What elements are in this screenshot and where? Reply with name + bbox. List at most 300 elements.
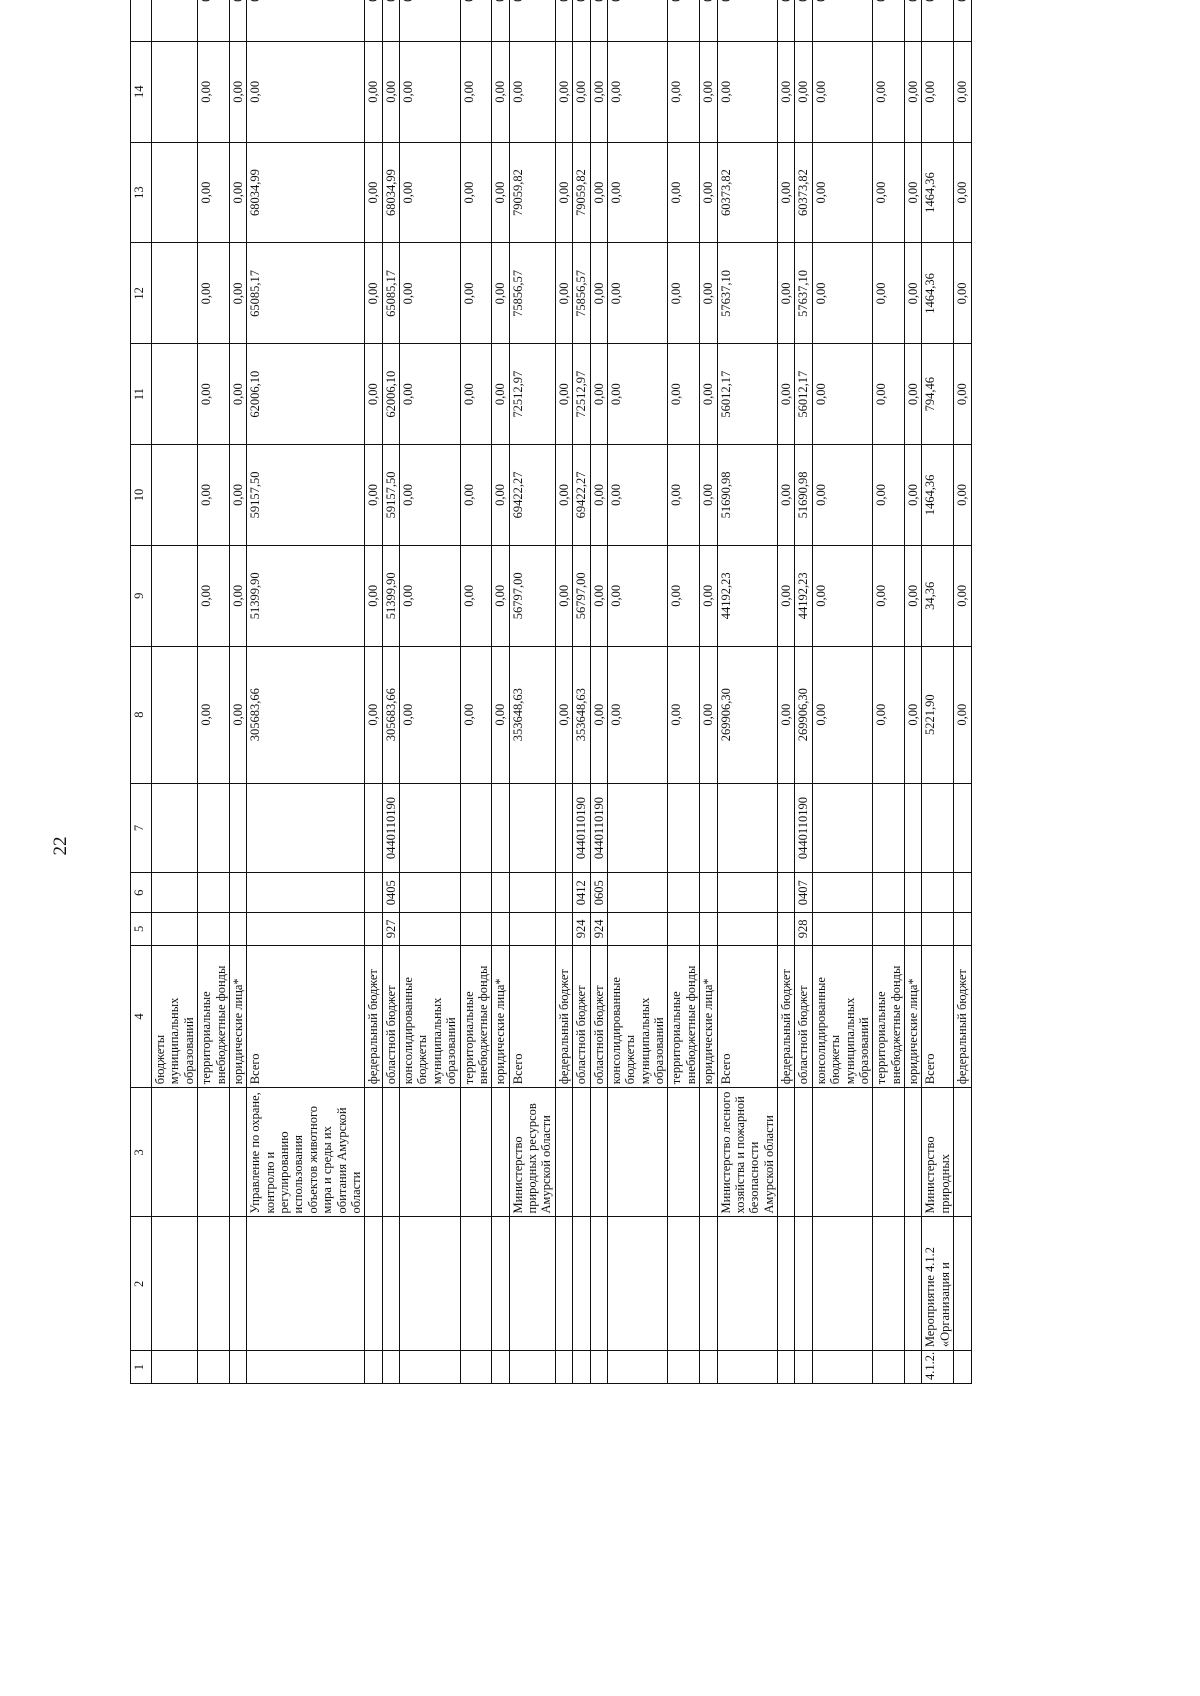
amount-cell: 79059,82 [573, 142, 590, 243]
funding-source: территориальные внебюджетные фонды [460, 945, 492, 1087]
amount-cell [152, 243, 198, 344]
amount-cell: 0,00 [492, 243, 509, 344]
column-header: 5 [131, 912, 152, 945]
table-row [668, 0, 700, 1384]
amount-cell [590, 0, 607, 41]
amount-cell: 0,00 [365, 545, 382, 646]
code-target [668, 783, 700, 873]
amount-cell [812, 0, 873, 41]
executor [905, 1088, 922, 1217]
executor [400, 1088, 461, 1217]
amount-cell: 0,00 [954, 142, 971, 243]
amount-cell: 0,00 [812, 445, 873, 546]
code-target: 0440110190 [590, 783, 607, 873]
amount-cell: 0,00 [198, 344, 230, 445]
amount-cell: 0,00 [905, 243, 922, 344]
amount-cell: 0,00 [555, 142, 572, 243]
amount-cell: 0,00 [905, 142, 922, 243]
amount-cell: 0,00 [668, 142, 700, 243]
amount-cell: 0,00 [365, 243, 382, 344]
amount-cell: 0,00 [590, 41, 607, 142]
funding-source: консолидированные бюджеты муниципальных образований [812, 945, 873, 1087]
executor [492, 1088, 509, 1217]
amount-cell: 0,00 [700, 646, 717, 783]
table-row [509, 0, 555, 1384]
row-number [607, 1351, 668, 1384]
amount-cell: 0,00 [400, 545, 461, 646]
code-grbs [873, 912, 905, 945]
amount-cell: 0,00 [555, 445, 572, 546]
code-grbs: 928 [795, 912, 812, 945]
funding-source: Всего [247, 945, 365, 1087]
amount-cell: 0,00 [812, 142, 873, 243]
code-grbs [954, 912, 971, 945]
amount-cell [152, 344, 198, 445]
code-section [555, 873, 572, 912]
code-target [700, 783, 717, 873]
amount-cell: 79059,82 [509, 142, 555, 243]
amount-cell: 5221,90 [922, 646, 954, 783]
amount-cell: 353648,63 [573, 646, 590, 783]
amount-cell: 0,00 [700, 142, 717, 243]
code-section [229, 873, 246, 912]
code-section [778, 873, 795, 912]
executor [700, 1088, 717, 1217]
table-row [700, 0, 717, 1384]
amount-cell: 0,00 [247, 41, 365, 142]
amount-cell: 0,00 [509, 41, 555, 142]
executor [198, 1088, 230, 1217]
code-target [954, 783, 971, 873]
amount-cell: 305683,66 [382, 646, 399, 783]
amount-cell: 75856,57 [509, 243, 555, 344]
amount-cell: 72512,97 [509, 344, 555, 445]
amount-cell: 0,00 [717, 41, 778, 142]
table-row [954, 0, 971, 1384]
row-number [668, 1351, 700, 1384]
column-header: 2 [131, 1217, 152, 1351]
amount-cell: 59157,50 [247, 445, 365, 546]
table-body [152, 0, 972, 1384]
code-grbs [905, 912, 922, 945]
column-header: 3 [131, 1088, 152, 1217]
amount-cell: 0,00 [365, 41, 382, 142]
amount-cell: 69422,27 [509, 445, 555, 546]
code-target [905, 783, 922, 873]
amount-cell [152, 646, 198, 783]
amount-cell: 0,00 [778, 445, 795, 546]
table-row [812, 0, 873, 1384]
amount-cell [400, 0, 461, 41]
funding-source: юридические лица* [905, 945, 922, 1087]
row-number [590, 1351, 607, 1384]
amount-cell: 305683,66 [247, 646, 365, 783]
amount-cell: 59157,50 [382, 445, 399, 546]
amount-cell: 0,00 [229, 41, 246, 142]
amount-cell: 51399,90 [382, 545, 399, 646]
amount-cell: 0,00 [607, 646, 668, 783]
column-header: 4 [131, 945, 152, 1087]
amount-cell: 1464,36 [922, 142, 954, 243]
code-grbs: 924 [590, 912, 607, 945]
code-grbs: 927 [382, 912, 399, 945]
amount-cell: 44192,23 [717, 545, 778, 646]
amount-cell: 0,00 [590, 646, 607, 783]
amount-cell [555, 0, 572, 41]
code-section [812, 873, 873, 912]
funding-source: бюджеты муниципальных образований [152, 945, 198, 1087]
table-row [555, 0, 572, 1384]
column-header: 10 [131, 445, 152, 546]
funding-source: юридические лица* [229, 945, 246, 1087]
funding-source: Всего [509, 945, 555, 1087]
code-grbs [700, 912, 717, 945]
amount-cell [382, 0, 399, 41]
amount-cell [922, 0, 954, 41]
amount-cell [198, 0, 230, 41]
amount-cell: 0,00 [905, 545, 922, 646]
row-number [229, 1351, 246, 1384]
row-number: 4.1.2. [922, 1351, 954, 1384]
amount-cell: 0,00 [555, 344, 572, 445]
funding-source: федеральный бюджет [778, 945, 795, 1087]
table-row [198, 0, 230, 1384]
amount-cell: 0,00 [460, 243, 492, 344]
amount-cell: 0,00 [229, 545, 246, 646]
amount-cell: 0,00 [607, 545, 668, 646]
code-target [400, 783, 461, 873]
amount-cell: 0,00 [365, 445, 382, 546]
amount-cell: 0,00 [198, 445, 230, 546]
table-row [905, 0, 922, 1384]
funding-source: федеральный бюджет [954, 945, 971, 1087]
amount-cell [573, 0, 590, 41]
code-target [229, 783, 246, 873]
code-grbs [778, 912, 795, 945]
row-number [382, 1351, 399, 1384]
measure-name [198, 1217, 230, 1351]
code-target [607, 783, 668, 873]
measure-name [905, 1217, 922, 1351]
amount-cell: 0,00 [873, 243, 905, 344]
column-header: 7 [131, 783, 152, 873]
measure-name [229, 1217, 246, 1351]
amount-cell: 353648,63 [509, 646, 555, 783]
rotated-table-container [130, 0, 1070, 1384]
amount-cell: 0,00 [460, 545, 492, 646]
amount-cell: 65085,17 [247, 243, 365, 344]
measure-name [590, 1217, 607, 1351]
code-section: 0407 [795, 873, 812, 912]
amount-cell: 75856,57 [573, 243, 590, 344]
funding-source: консолидированные бюджеты муниципальных образований [400, 945, 461, 1087]
table-row [229, 0, 246, 1384]
funding-source: территориальные внебюджетные фонды [668, 945, 700, 1087]
amount-cell [668, 0, 700, 41]
amount-cell: 0,00 [460, 344, 492, 445]
column-header: 6 [131, 873, 152, 912]
executor: Управление по охране, контролю и регулированию использования объектов животного мира и среды их обитания Амурской области [247, 1088, 365, 1217]
code-grbs [460, 912, 492, 945]
amount-cell [905, 0, 922, 41]
funding-source: территориальные внебюджетные фонды [198, 945, 230, 1087]
code-section: 0412 [573, 873, 590, 912]
amount-cell: 0,00 [400, 243, 461, 344]
table-row [778, 0, 795, 1384]
amount-cell: 1464,36 [922, 445, 954, 546]
amount-cell: 62006,10 [382, 344, 399, 445]
amount-cell: 0,00 [954, 646, 971, 783]
amount-cell: 0,00 [555, 41, 572, 142]
amount-cell: 0,00 [555, 646, 572, 783]
amount-cell: 0,00 [873, 41, 905, 142]
measure-name [400, 1217, 461, 1351]
amount-cell: 69422,27 [573, 445, 590, 546]
amount-cell: 794,46 [922, 344, 954, 445]
code-section [700, 873, 717, 912]
code-section [717, 873, 778, 912]
row-number [555, 1351, 572, 1384]
funding-source: территориальные внебюджетные фонды [873, 945, 905, 1087]
amount-cell [247, 0, 365, 41]
measure-name [778, 1217, 795, 1351]
code-grbs [229, 912, 246, 945]
amount-cell [152, 545, 198, 646]
row-number [873, 1351, 905, 1384]
row-number [247, 1351, 365, 1384]
amount-cell: 0,00 [492, 142, 509, 243]
amount-cell: 0,00 [460, 41, 492, 142]
funding-source: федеральный бюджет [555, 945, 572, 1087]
amount-cell: 0,00 [365, 646, 382, 783]
amount-cell: 0,00 [590, 243, 607, 344]
row-number [492, 1351, 509, 1384]
amount-cell: 0,00 [954, 243, 971, 344]
code-grbs [555, 912, 572, 945]
measure-name [492, 1217, 509, 1351]
amount-cell [954, 0, 971, 41]
amount-cell: 68034,99 [382, 142, 399, 243]
code-target [198, 783, 230, 873]
measure-name [607, 1217, 668, 1351]
budget-table [130, 0, 972, 1384]
amount-cell: 51690,98 [717, 445, 778, 546]
measure-name [509, 1217, 555, 1351]
amount-cell: 0,00 [778, 545, 795, 646]
code-target [922, 783, 954, 873]
amount-cell: 0,00 [873, 545, 905, 646]
measure-name [460, 1217, 492, 1351]
amount-cell: 0,00 [400, 445, 461, 546]
table-row [590, 0, 607, 1384]
code-target [492, 783, 509, 873]
amount-cell: 0,00 [700, 545, 717, 646]
table-row [400, 0, 461, 1384]
amount-cell: 0,00 [198, 41, 230, 142]
amount-cell: 0,00 [365, 344, 382, 445]
code-grbs [152, 912, 198, 945]
amount-cell: 0,00 [460, 646, 492, 783]
column-header: 11 [131, 344, 152, 445]
executor [607, 1088, 668, 1217]
amount-cell: 51690,98 [795, 445, 812, 546]
table-row [152, 0, 198, 1384]
amount-cell: 0,00 [668, 243, 700, 344]
amount-cell: 0,00 [812, 344, 873, 445]
amount-cell: 0,00 [460, 445, 492, 546]
amount-cell: 0,00 [400, 142, 461, 243]
code-target: 0440110190 [382, 783, 399, 873]
funding-source: областной бюджет [590, 945, 607, 1087]
code-grbs [668, 912, 700, 945]
executor [873, 1088, 905, 1217]
code-section [607, 873, 668, 912]
amount-cell [152, 445, 198, 546]
amount-cell: 0,00 [954, 545, 971, 646]
amount-cell: 0,00 [668, 344, 700, 445]
code-grbs [492, 912, 509, 945]
funding-source: Всего [922, 945, 954, 1087]
code-section [905, 873, 922, 912]
row-number [778, 1351, 795, 1384]
amount-cell: 0,00 [668, 41, 700, 142]
row-number [460, 1351, 492, 1384]
row-number [400, 1351, 461, 1384]
row-number [509, 1351, 555, 1384]
executor [152, 1088, 198, 1217]
amount-cell: 0,00 [954, 41, 971, 142]
code-section [400, 873, 461, 912]
header-row [131, 0, 152, 1384]
amount-cell [492, 0, 509, 41]
amount-cell: 0,00 [905, 646, 922, 783]
amount-cell: 57637,10 [795, 243, 812, 344]
amount-cell [607, 0, 668, 41]
funding-source: Всего [717, 945, 778, 1087]
amount-cell: 56797,00 [573, 545, 590, 646]
amount-cell: 0,00 [778, 243, 795, 344]
row-number [905, 1351, 922, 1384]
amount-cell: 0,00 [365, 142, 382, 243]
amount-cell: 60373,82 [717, 142, 778, 243]
amount-cell: 0,00 [954, 445, 971, 546]
column-header: 9 [131, 545, 152, 646]
amount-cell: 0,00 [922, 41, 954, 142]
measure-name [247, 1217, 365, 1351]
row-number [198, 1351, 230, 1384]
measure-name [555, 1217, 572, 1351]
executor [573, 1088, 590, 1217]
measure-name [717, 1217, 778, 1351]
table-row [607, 0, 668, 1384]
amount-cell: 0,00 [229, 243, 246, 344]
code-target: 0440110190 [795, 783, 812, 873]
measure-name [152, 1217, 198, 1351]
amount-cell: 0,00 [229, 646, 246, 783]
amount-cell: 0,00 [400, 41, 461, 142]
column-header: 8 [131, 646, 152, 783]
amount-cell: 51399,90 [247, 545, 365, 646]
measure-name [365, 1217, 382, 1351]
amount-cell [365, 0, 382, 41]
amount-cell [509, 0, 555, 41]
amount-cell: 0,00 [590, 344, 607, 445]
measure-name [812, 1217, 873, 1351]
table-row [795, 0, 812, 1384]
amount-cell: 0,00 [873, 646, 905, 783]
table-row [365, 0, 382, 1384]
amount-cell: 0,00 [873, 445, 905, 546]
amount-cell: 0,00 [607, 243, 668, 344]
measure-name [668, 1217, 700, 1351]
amount-cell: 0,00 [607, 142, 668, 243]
executor [229, 1088, 246, 1217]
amount-cell: 0,00 [812, 41, 873, 142]
amount-cell: 60373,82 [795, 142, 812, 243]
code-grbs [198, 912, 230, 945]
amount-cell [460, 0, 492, 41]
row-number [700, 1351, 717, 1384]
amount-cell: 0,00 [700, 445, 717, 546]
amount-cell: 62006,10 [247, 344, 365, 445]
funding-source: консолидированные бюджеты муниципальных образований [607, 945, 668, 1087]
measure-name [573, 1217, 590, 1351]
amount-cell: 0,00 [229, 142, 246, 243]
executor [460, 1088, 492, 1217]
amount-cell: 0,00 [668, 545, 700, 646]
funding-source: областной бюджет [795, 945, 812, 1087]
code-section [954, 873, 971, 912]
funding-source: юридические лица* [492, 945, 509, 1087]
code-section [668, 873, 700, 912]
amount-cell: 44192,23 [795, 545, 812, 646]
amount-cell: 0,00 [555, 545, 572, 646]
amount-cell: 0,00 [198, 545, 230, 646]
table-row [922, 0, 954, 1384]
amount-cell: 0,00 [700, 243, 717, 344]
code-section: 0405 [382, 873, 399, 912]
amount-cell: 0,00 [873, 344, 905, 445]
table-row [382, 0, 399, 1384]
amount-cell: 0,00 [812, 646, 873, 783]
measure-name [873, 1217, 905, 1351]
measure-name [954, 1217, 971, 1351]
executor: Министерство природных [922, 1088, 954, 1217]
table-row [873, 0, 905, 1384]
amount-cell: 0,00 [492, 445, 509, 546]
executor [812, 1088, 873, 1217]
amount-cell: 0,00 [812, 545, 873, 646]
amount-cell [795, 0, 812, 41]
code-section [365, 873, 382, 912]
amount-cell: 0,00 [812, 243, 873, 344]
amount-cell: 0,00 [795, 41, 812, 142]
amount-cell: 0,00 [905, 41, 922, 142]
amount-cell: 1464,36 [922, 243, 954, 344]
code-grbs [922, 912, 954, 945]
amount-cell: 0,00 [492, 344, 509, 445]
amount-cell: 68034,99 [247, 142, 365, 243]
table-row [247, 0, 365, 1384]
amount-cell: 0,00 [460, 142, 492, 243]
table-row [460, 0, 492, 1384]
funding-source: областной бюджет [573, 945, 590, 1087]
amount-cell [778, 0, 795, 41]
amount-cell [152, 0, 198, 41]
measure-name [795, 1217, 812, 1351]
amount-cell [152, 142, 198, 243]
amount-cell: 0,00 [573, 41, 590, 142]
